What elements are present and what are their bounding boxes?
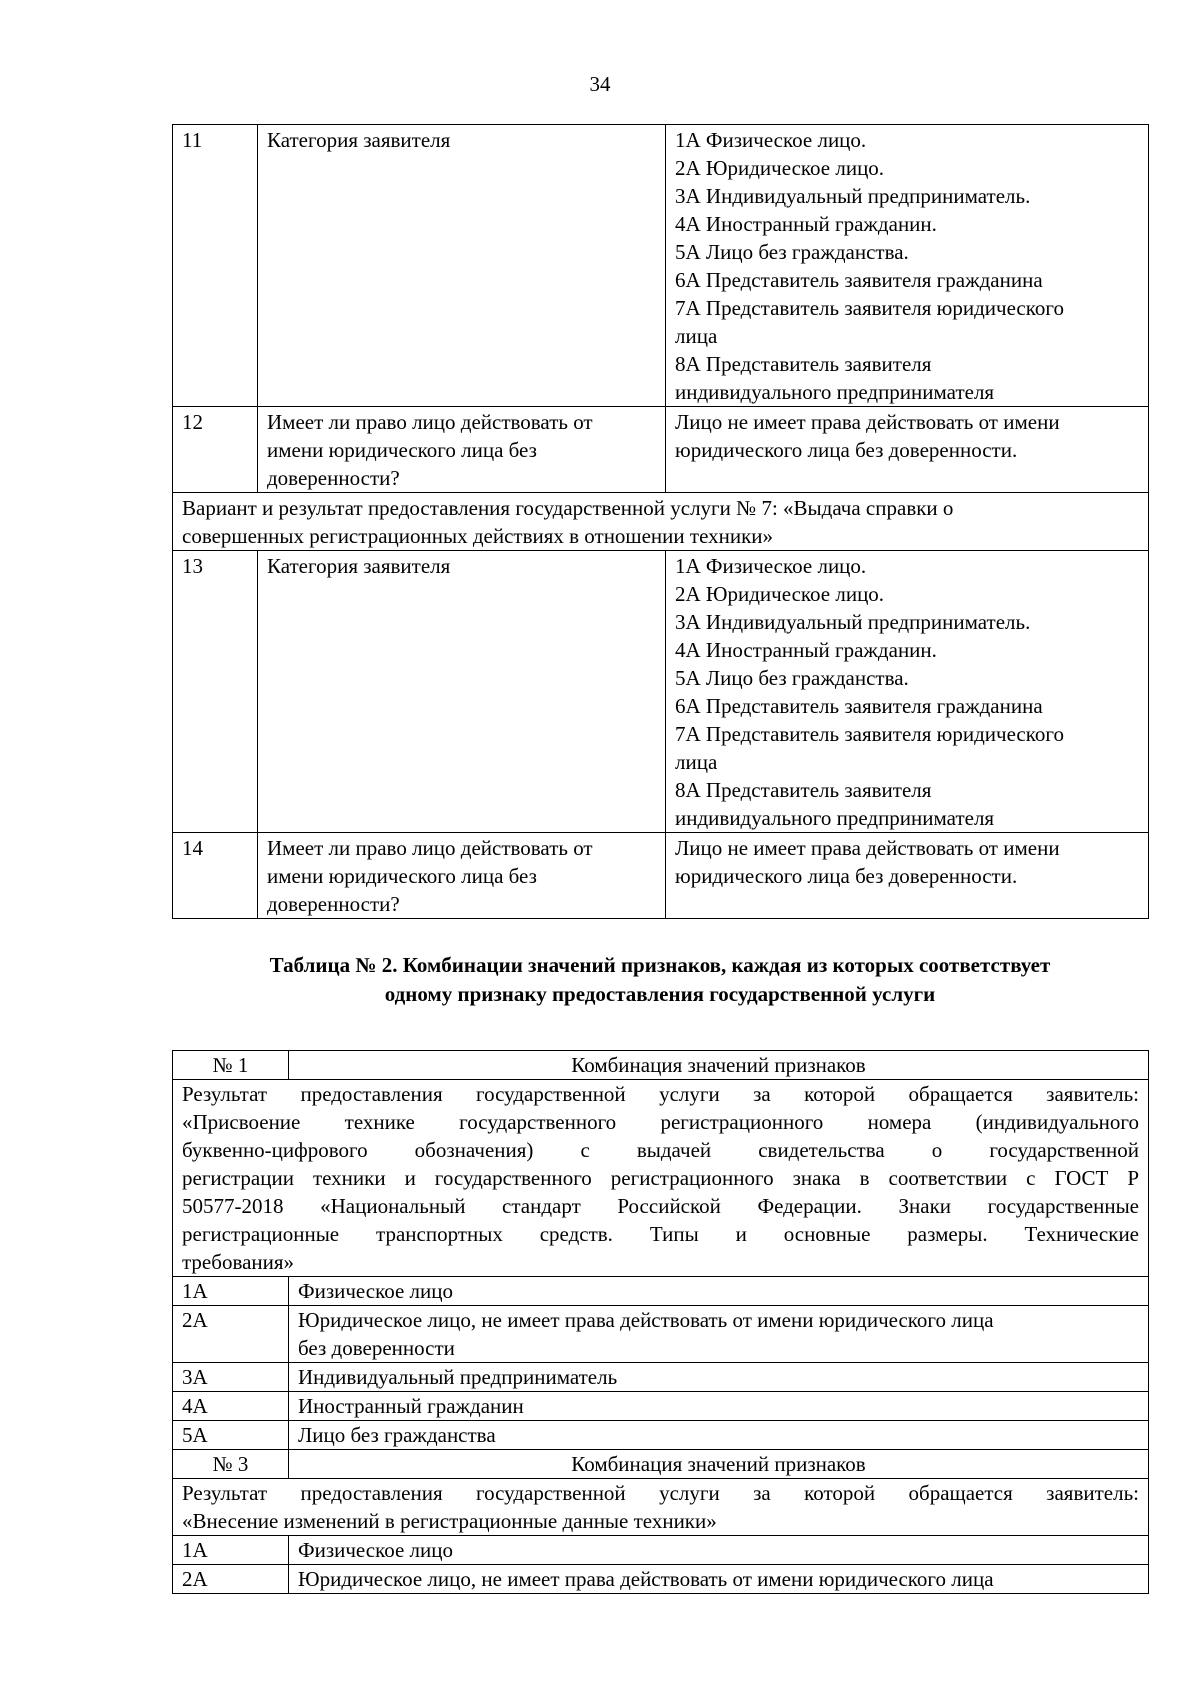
- criterion-line: Категория заявителя: [267, 128, 451, 152]
- criterion-cell: [258, 125, 666, 407]
- combination-number-cell: [173, 1450, 289, 1479]
- table-row: [173, 1306, 1149, 1363]
- criterion-line: доверенности?: [267, 892, 400, 916]
- criterion-line: Имеет ли право лицо действовать от: [267, 410, 593, 434]
- table-row: [173, 407, 1149, 493]
- row-number: 11: [182, 128, 203, 152]
- value-line: 1А Физическое лицо.: [675, 554, 867, 578]
- page-number: 34: [589, 72, 611, 96]
- value-line: Лицо не имеет права действовать от имени: [675, 410, 1060, 434]
- variant-heading-line: совершенных регистрационных действиях в отношении техники»: [182, 524, 774, 548]
- value-line: 1А Физическое лицо.: [675, 128, 867, 152]
- combination-title-cell: [289, 1051, 1149, 1080]
- value-line: 6А Представитель заявителя гражданина: [675, 694, 1043, 718]
- criterion-line: доверенности?: [267, 466, 400, 490]
- applicant-code-cell: [173, 1306, 289, 1363]
- table-row: [173, 551, 1149, 833]
- values-cell: [666, 551, 1149, 833]
- applicant-code: 4А: [182, 1394, 208, 1418]
- result-description-line: Результат предоставления государственной услуги за которой обращается заявитель:: [182, 1481, 1139, 1505]
- value-line: 7А Представитель заявителя юридического: [675, 722, 1064, 746]
- combination-title: Комбинация значений признаков: [571, 1053, 866, 1077]
- value-line: 5А Лицо без гражданства.: [675, 666, 909, 690]
- value-line: индивидуального предпринимателя: [675, 380, 995, 404]
- row-number-cell: [173, 125, 258, 407]
- applicant-description-cell: [289, 1277, 1149, 1306]
- row-number-cell: [173, 833, 258, 919]
- table-row: [173, 1363, 1149, 1392]
- table-row: [173, 1080, 1149, 1277]
- applicant-code: 3А: [182, 1365, 208, 1389]
- value-line: лица: [675, 750, 718, 774]
- applicant-description-cell: [289, 1421, 1149, 1450]
- row-number-cell: [173, 407, 258, 493]
- applicant-code: 2А: [182, 1308, 208, 1332]
- applicant-code-cell: [173, 1363, 289, 1392]
- table-row: [173, 1421, 1149, 1450]
- table-row: [173, 1277, 1149, 1306]
- value-line: 6А Представитель заявителя гражданина: [675, 268, 1043, 292]
- value-line: 7А Представитель заявителя юридического: [675, 296, 1064, 320]
- applicant-code: 1А: [182, 1279, 208, 1303]
- table2-caption: [172, 951, 1148, 1009]
- criterion-line: Категория заявителя: [267, 554, 451, 578]
- applicant-code: 5А: [182, 1423, 208, 1447]
- row-number: 14: [182, 836, 203, 860]
- applicant-description-cell: [289, 1536, 1149, 1565]
- value-line: 3А Индивидуальный предприниматель.: [675, 610, 1031, 634]
- criterion-cell: [258, 551, 666, 833]
- value-line: юридического лица без доверенности.: [675, 438, 1018, 462]
- applicant-code: 2А: [182, 1567, 208, 1591]
- row-number-cell: [173, 551, 258, 833]
- criterion-line: Имеет ли право лицо действовать от: [267, 836, 593, 860]
- result-description-line: «Присвоение технике государственного регистрационного номера (индивидуального: [182, 1110, 1139, 1134]
- table-row: [173, 1479, 1149, 1536]
- value-line: юридического лица без доверенности.: [675, 864, 1018, 888]
- applicant-description-line: Физическое лицо: [298, 1279, 454, 1303]
- applicant-description-line: Лицо без гражданства: [298, 1423, 496, 1447]
- value-line: 2А Юридическое лицо.: [675, 582, 885, 606]
- combinations-table: [172, 1050, 1149, 1594]
- applicant-description-cell: [289, 1363, 1149, 1392]
- applicant-description-cell: [289, 1392, 1149, 1421]
- applicant-description-cell: [289, 1306, 1149, 1363]
- applicant-description-line: Индивидуальный предприниматель: [298, 1365, 618, 1389]
- value-line: 3А Индивидуальный предприниматель.: [675, 184, 1031, 208]
- applicant-code: 1А: [182, 1538, 208, 1562]
- values-cell: [666, 833, 1149, 919]
- caption-line-1: Таблица № 2. Комбинации значений признаков, каждая из которых соответствует: [269, 953, 1051, 977]
- value-line: 4А Иностранный гражданин.: [675, 212, 937, 236]
- caption-line-2: одному признаку предоставления государственной услуги: [384, 982, 936, 1006]
- criterion-cell: [258, 833, 666, 919]
- applicant-description-line: Физическое лицо: [298, 1538, 454, 1562]
- values-cell: [666, 125, 1149, 407]
- applicant-description-line: Юридическое лицо, не имеет права действовать от имени юридического лица: [298, 1567, 994, 1591]
- result-description-line: Результат предоставления государственной услуги за которой обращается заявитель:: [182, 1082, 1139, 1106]
- criterion-line: имени юридического лица без: [267, 864, 537, 888]
- value-line: 8А Представитель заявителя: [675, 352, 932, 376]
- row-number: 12: [182, 410, 203, 434]
- applicant-code-cell: [173, 1536, 289, 1565]
- result-description-line: 50577-2018 «Национальный стандарт Российской Федерации. Знаки государственные: [182, 1194, 1139, 1218]
- applicant-description-line: без доверенности: [298, 1336, 455, 1360]
- combination-number-cell: [173, 1051, 289, 1080]
- applicant-code-cell: [173, 1277, 289, 1306]
- applicant-description-line: Юридическое лицо, не имеет права действовать от имени юридического лица: [298, 1308, 994, 1332]
- value-line: индивидуального предпринимателя: [675, 806, 995, 830]
- applicant-code-cell: [173, 1392, 289, 1421]
- applicant-description-cell: [289, 1565, 1149, 1594]
- combination-number: № 1: [212, 1053, 249, 1077]
- applicant-description-line: Иностранный гражданин: [298, 1394, 524, 1418]
- combination-number: № 3: [212, 1452, 249, 1476]
- result-description-line: «Внесение изменений в регистрационные данные техники»: [182, 1509, 717, 1533]
- table-row: [173, 1051, 1149, 1080]
- table-row: [173, 493, 1149, 551]
- value-line: 4А Иностранный гражданин.: [675, 638, 937, 662]
- variant-heading-line: Вариант и результат предоставления государственной услуги № 7: «Выдача справки о: [182, 496, 954, 520]
- value-line: 2А Юридическое лицо.: [675, 156, 885, 180]
- value-line: лица: [675, 324, 718, 348]
- table-row: [173, 1565, 1149, 1594]
- applicant-code-cell: [173, 1565, 289, 1594]
- value-line: Лицо не имеет права действовать от имени: [675, 836, 1060, 860]
- table-row: [173, 1392, 1149, 1421]
- table-row: [173, 125, 1149, 407]
- values-cell: [666, 407, 1149, 493]
- result-description-line: требования»: [182, 1250, 295, 1274]
- table-row: [173, 1536, 1149, 1565]
- table-row: [173, 1450, 1149, 1479]
- variant-heading-cell: [173, 493, 1149, 551]
- criterion-cell: [258, 407, 666, 493]
- criterion-line: имени юридического лица без: [267, 438, 537, 462]
- applicant-code-cell: [173, 1421, 289, 1450]
- table-row: [173, 833, 1149, 919]
- combination-title-cell: [289, 1450, 1149, 1479]
- combination-title: Комбинация значений признаков: [571, 1452, 866, 1476]
- value-line: 5А Лицо без гражданства.: [675, 240, 909, 264]
- value-line: 8А Представитель заявителя: [675, 778, 932, 802]
- criteria-table: [172, 124, 1149, 919]
- result-description-line: регистрации техники и государственного регистрационного знака в соответствии с ГОСТ Р: [182, 1166, 1139, 1190]
- result-description-cell: [173, 1479, 1149, 1536]
- result-description-cell: [173, 1080, 1149, 1277]
- row-number: 13: [182, 554, 203, 578]
- result-description-line: регистрационные транспортных средств. Типы и основные размеры. Технические: [182, 1222, 1139, 1246]
- result-description-line: буквенно-цифрового обозначения) с выдачей свидетельства о государственной: [182, 1138, 1139, 1162]
